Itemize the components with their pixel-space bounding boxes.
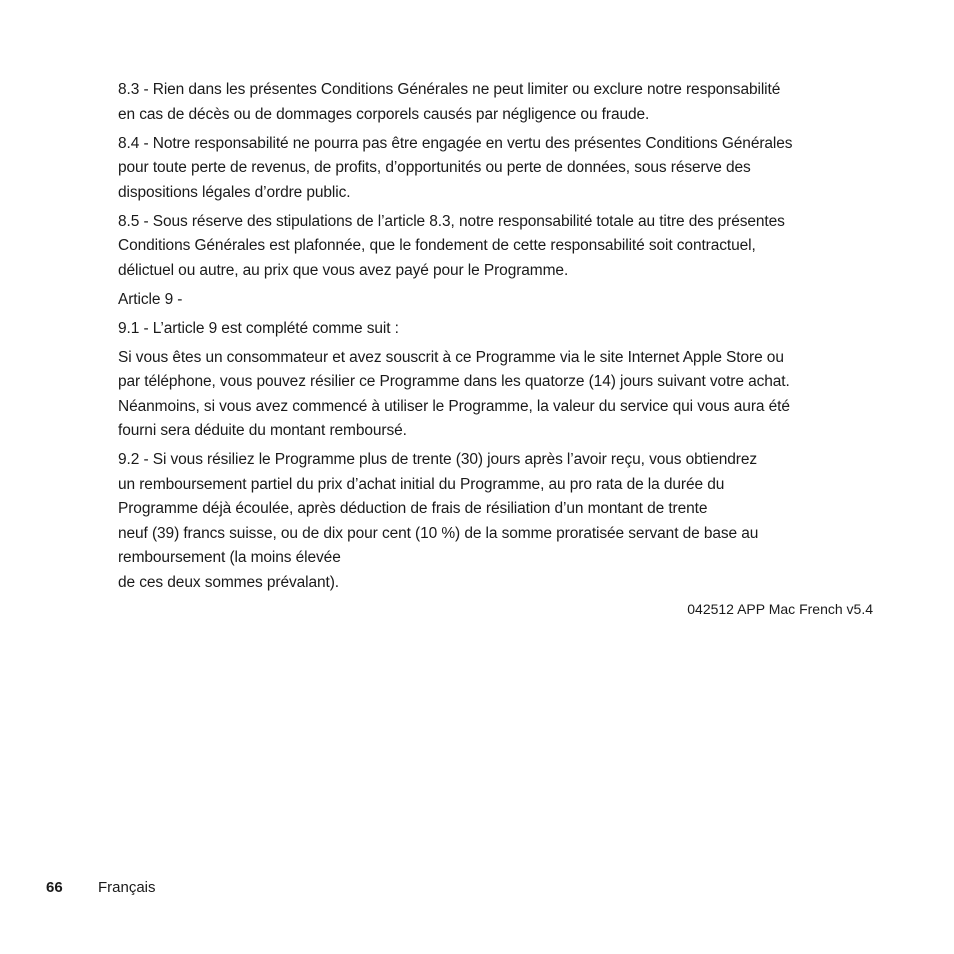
text-line: par téléphone, vous pouvez résilier ce Programme dans les quatorze (14) jours suivant votre achat. xyxy=(118,373,790,390)
page-footer xyxy=(46,878,156,898)
text-line: 8.5 - Sous réserve des stipulations de l’article 8.3, notre responsabilité totale au titre des présentes xyxy=(118,212,785,230)
text-line: Conditions Générales est plafonnée, que le fondement de cette responsabilité soit contractuel, xyxy=(118,237,756,254)
paragraph-8-5 xyxy=(118,210,878,284)
text-line: neuf (39) francs suisse, ou de dix pour cent (10 %) de la somme proratisée servant de base au xyxy=(118,524,759,542)
text-line: remboursement (la moins élevée xyxy=(118,549,341,566)
footer-language: Français xyxy=(98,879,156,896)
text-line: de ces deux sommes prévalant). xyxy=(118,573,339,591)
text-line: 8.3 - Rien dans les présentes Conditions Générales ne peut limiter ou exclure notre responsabilité xyxy=(118,81,781,98)
article-9-heading xyxy=(118,288,878,313)
paragraph-9-1 xyxy=(118,317,878,342)
document-reference: 042512 APP Mac French v5.4 xyxy=(687,601,873,617)
document-body xyxy=(118,78,878,600)
text-line: fourni sera déduite du montant remboursé. xyxy=(118,422,407,439)
paragraph-8-3 xyxy=(118,78,878,127)
text-line: 9.1 - L’article 9 est complété comme suit : xyxy=(118,319,399,337)
paragraph-consumer-withdrawal xyxy=(118,346,878,444)
paragraph-9-2 xyxy=(118,448,878,595)
page-number: 66 xyxy=(46,879,63,896)
text-line: 9.2 - Si vous résiliez le Programme plus de trente (30) jours après l’avoir reçu, vous obtiendrez xyxy=(118,451,758,468)
paragraph-8-4 xyxy=(118,132,878,206)
text-line: dispositions légales d’ordre public. xyxy=(118,183,351,201)
text-line: pour toute perte de revenus, de profits, d’opportunités ou perte de données, sous réserve des xyxy=(118,159,751,176)
text-line: Si vous êtes un consommateur et avez souscrit à ce Programme via le site Internet Apple Store ou xyxy=(118,348,784,366)
text-line: Néanmoins, si vous avez commencé à utiliser le Programme, la valeur du service qui vous aura été xyxy=(118,397,790,415)
text-line: un remboursement partiel du prix d’achat initial du Programme, au pro rata de la durée du xyxy=(118,475,725,493)
text-line: Programme déjà écoulée, après déduction de frais de résiliation d’un montant de trente xyxy=(118,500,708,517)
text-line: 8.4 - Notre responsabilité ne pourra pas être engagée en vertu des présentes Conditions Générales xyxy=(118,134,793,152)
text-line: en cas de décès ou de dommages corporels causés par négligence ou fraude. xyxy=(118,105,650,123)
text-line: Article 9 - xyxy=(118,290,183,308)
text-line: délictuel ou autre, au prix que vous avez payé pour le Programme. xyxy=(118,261,569,279)
